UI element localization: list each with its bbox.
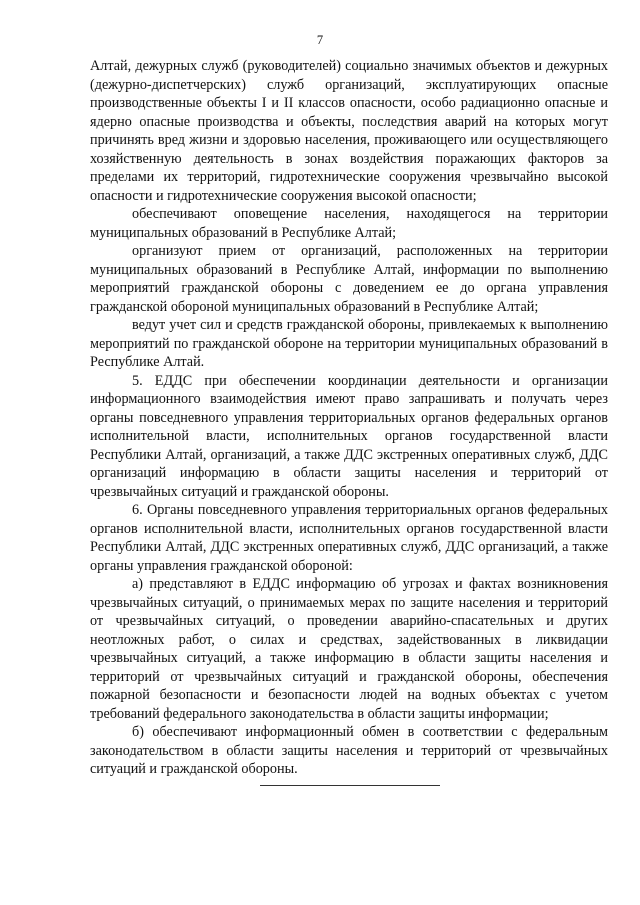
page-number: 7 xyxy=(316,33,324,47)
paragraph-item-6a: а) представляют в ЕДДС информацию об угрозах и фактах возникновения чрезвычайных ситуаций, о принимаемых мерах по защите населения и территорий от чрезвычайных ситуаций, о проведении аварийно-спасательных и других неотложных работ, о силах и средствах, задействованных в ликвидации чрезвычайных ситуаций, а также информацию в области защиты населения и территорий от чрезвычайных ситуаций и гражданской обороны, обеспечения пожарной безопасности и безопасности людей на водных объектах с учетом требований федерального законодательства в области защиты информации; xyxy=(90,576,608,722)
paragraph-continuation: Алтай, дежурных служб (руководителей) социально значимых объектов и дежурных (дежурно-диспетчерских) служб организаций, эксплуатирующих опасные производственные объекты I и II классов опасности, особо радиационно опасные и ядерно опасные производства и объекты, последствия аварий на которых могут причинять вред жизни и здоровью населения, проживающего или осуществляющего хозяйственную деятельность в зонах воздействия поражающих факторов за пределами их территорий, гидротехнические сооружения чрезвычайно высокой опасности и гидротехнические сооружения высокой опасности; xyxy=(90,58,608,204)
paragraph-item-5: 5. ЕДДС при обеспечении координации деятельности и организации информационного взаимодействия имеют право запрашивать и получать через органы повседневного управления территориальных органов федеральных органов исполнительной власти, исполнительных органов государственной власти Республики Алтай, организаций, а также ДДС экстренных оперативных служб, ДДС организаций информацию в области защиты населения и территорий от чрезвычайных ситуаций и гражданской обороны. xyxy=(90,372,608,500)
document-body xyxy=(90,57,608,779)
end-divider-line xyxy=(260,785,440,786)
paragraph-item-6: 6. Органы повседневного управления территориальных органов федеральных органов исполнительной власти, исполнительных органов государственной власти Республики Алтай, ДДС экстренных оперативных служб, ДДС организаций, а также органы управления гражданской обороной: xyxy=(90,502,608,574)
paragraph-notification: обеспечивают оповещение населения, находящегося на территории муниципальных образований в Республике Алтай; xyxy=(90,206,608,241)
paragraph-accounting: ведут учет сил и средств гражданской обороны, привлекаемых к выполнению мероприятий по гражданской обороне на территории муниципальных образований в Республике Алтай. xyxy=(90,317,608,370)
paragraph-reception: организуют прием от организаций, расположенных на территории муниципальных образований в Республике Алтай, информации по выполнению мероприятий гражданской обороны с доведением ее до органа управления гражданской обороной муниципальных образований в Республике Алтай; xyxy=(90,243,608,315)
paragraph-item-6b: б) обеспечивают информационный обмен в соответствии с федеральным законодательством в области защиты населения и территорий от чрезвычайных ситуаций и гражданской обороны. xyxy=(90,724,608,777)
